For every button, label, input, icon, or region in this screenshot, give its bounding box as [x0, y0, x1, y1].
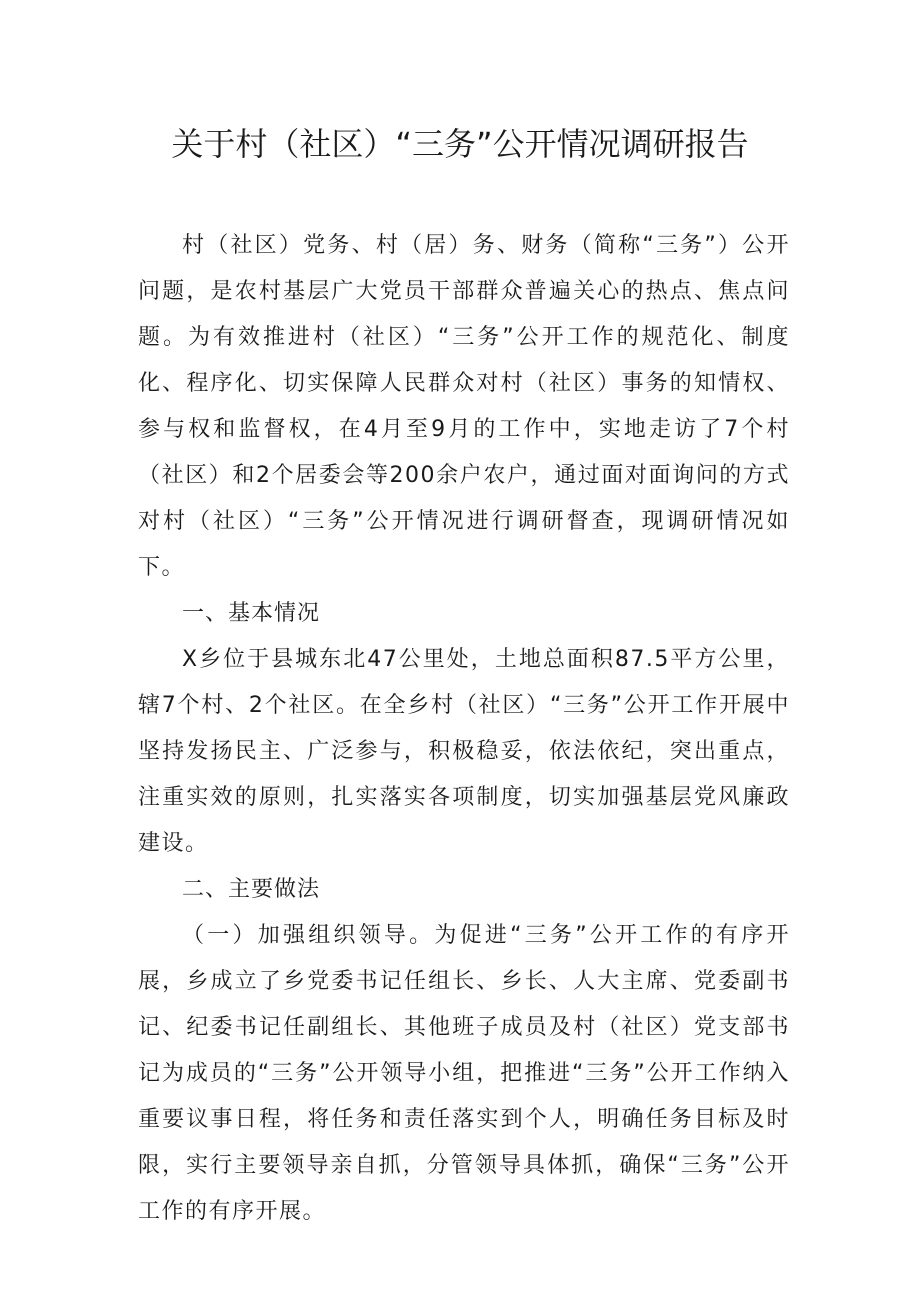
- section-heading-main-practices: 二、主要做法: [182, 877, 321, 902]
- intro-paragraph: 村（社区）党务、村（居）务、财务（简称“三务”）公开问题，是农村基层广大党员干部群众普遍关心的热点、焦点问题。为有效推进村（社区）“三务”公开工作的规范化、制度化、程序化、切实保障人民群众对村（社区）事务的知情权、参与权和监督权，在4月至9月的工作中，实地走访了7个村（社区）和2个居委会等200余户农户，通过面对面询问的方式对村（社区）“三务”公开情况进行调研督查，现调研情况如下。: [138, 233, 790, 580]
- basic-situation-paragraph: X乡位于县城东北47公里处，土地总面积87.5平方公里，辖7个村、2个社区。在全乡村（社区）“三务”公开工作开展中坚持发扬民主、广泛参与，积极稳妥，依法依纪，突出重点，注重实效的原则，扎实落实各项制度，切实加强基层党风廉政建设。: [138, 647, 790, 856]
- document-title: 关于村（社区）“三务”公开情况调研报告: [171, 125, 749, 163]
- main-practices-paragraph: （一）加强组织领导。为促进“三务”公开工作的有序开展，乡成立了乡党委书记任组长、乡长、人大主席、党委副书记、纪委书记任副组长、其他班子成员及村（社区）党支部书记为成员的“三务”公开领导小组，把推进“三务”公开工作纳入重要议事日程，将任务和责任落实到个人，明确任务目标及时限，实行主要领导亲自抓，分管领导具体抓，确保“三务”公开工作的有序开展。: [138, 923, 790, 1224]
- section-heading-basic-situation: 一、基本情况: [182, 601, 321, 626]
- document-body: [138, 223, 790, 1235]
